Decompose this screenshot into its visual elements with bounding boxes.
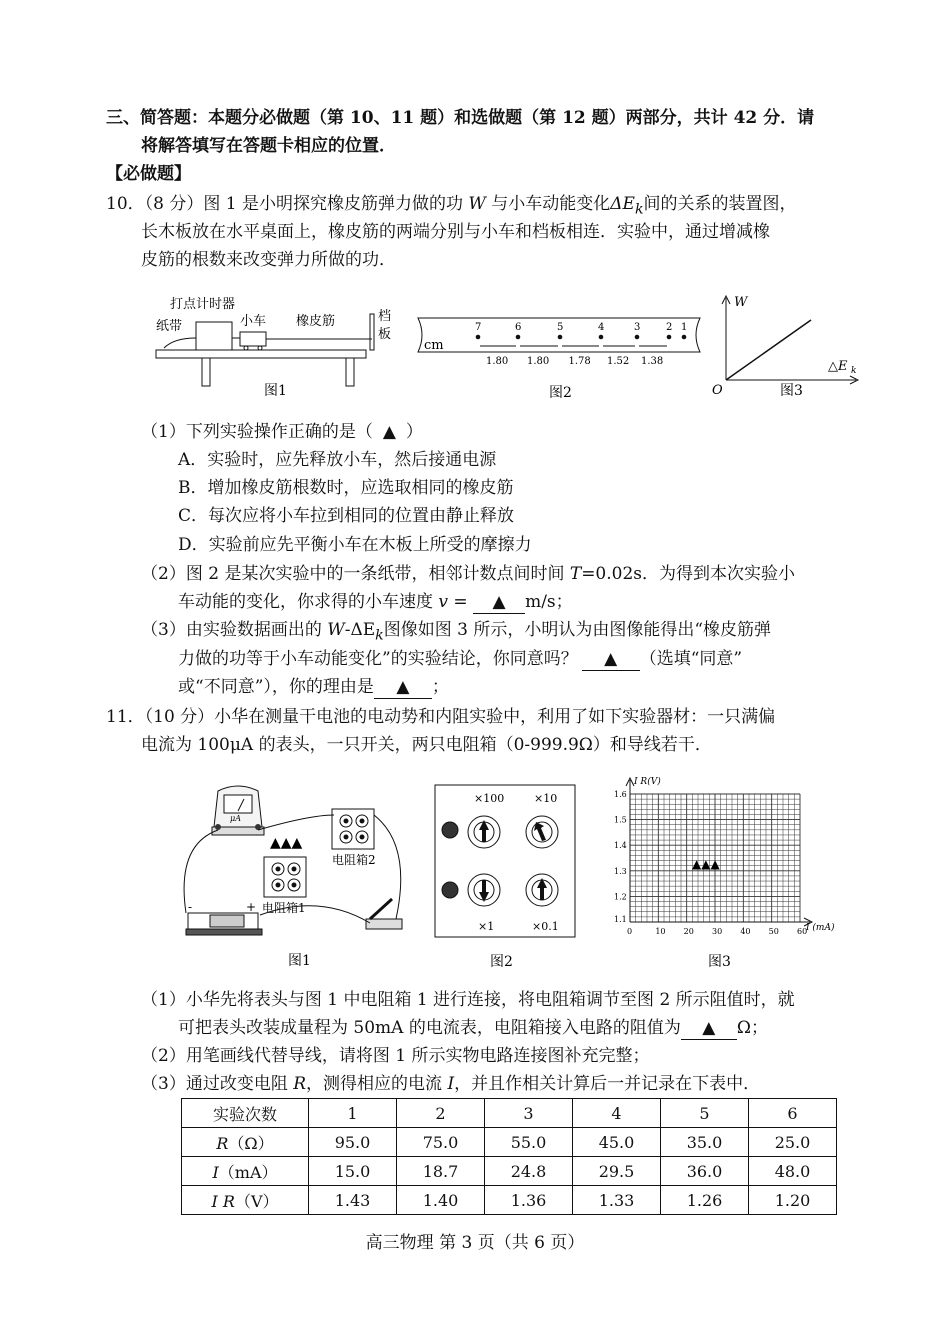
row-label: I（mA）: [182, 1157, 309, 1186]
table-row: [182, 1128, 837, 1157]
q10-part2-line1: （2）图 2 是某次实验中的一条纸带，相邻计数点间时间 T=0.02s．为得到本次实验小: [141, 564, 796, 584]
q10-number: 10．: [106, 194, 145, 214]
dial-x100-label: ×100: [474, 792, 505, 805]
tape-dot: [635, 335, 640, 340]
tape-dot: [516, 335, 521, 340]
table-header-cell: 6: [749, 1099, 837, 1128]
answer-blank: ▲: [374, 676, 432, 699]
svg-text:k: k: [851, 366, 857, 376]
x-tick-label: 50: [768, 927, 779, 936]
q11-part1-line1: （1）小华先将表头与图 1 中电阻箱 1 进行连接，将电阻箱调节至图 2 所示阻值时，就: [141, 990, 795, 1010]
y-tick-label: 1.3: [614, 866, 627, 876]
dial-x01: [526, 874, 558, 906]
figure2-caption: 图2: [549, 385, 572, 401]
q11-figure1: [170, 775, 420, 975]
q10-stem-line1: 10．（8 分）图 1 是小明探究橡皮筋弹力做的功 W 与小车动能变化$\Delta E_k$间的关系的装置图，: [106, 194, 797, 218]
figure1-caption: 图1: [264, 383, 287, 399]
long-board: [156, 350, 366, 358]
tape-gap-label: 1.52: [607, 356, 630, 367]
paper-tape: [164, 338, 196, 348]
table-cell: 35.0: [661, 1128, 749, 1157]
tape-unit: cm: [424, 338, 444, 353]
resistance-box-2: [332, 809, 374, 849]
q10-figure2: [412, 310, 707, 402]
y-tick-label: 1.2: [614, 892, 627, 902]
table-leg: [346, 358, 354, 386]
dial-x1: [468, 874, 500, 906]
data-table: [181, 1098, 837, 1215]
tape-dot: [682, 335, 687, 340]
answer-blank: ▲: [473, 591, 525, 614]
tape-dot: [558, 335, 563, 340]
q11-figure2: [432, 782, 578, 974]
q10-part3-line2: 力做的功等于小车动能变化”的实验结论，你同意吗？ ▲ （选填“同意”: [178, 649, 743, 669]
answer-marks: ▲▲▲: [692, 857, 720, 871]
table-header-cell: 5: [661, 1099, 749, 1128]
figure1-caption: 图1: [288, 953, 311, 969]
table-cell: 95.0: [309, 1128, 397, 1157]
q10-stem-line2: 长木板放在水平桌面上，橡皮筋的两端分别与小车和档板相连．实验中，通过增减橡: [141, 222, 770, 242]
table-cell: 25.0: [749, 1128, 837, 1157]
dial-x10: [526, 816, 558, 848]
q10-figure1: [150, 292, 400, 404]
table-cell: 24.8: [485, 1157, 573, 1186]
q11-stem-line2: 电流为 100μA 的表头，一只开关，两只电阻箱（0-999.9Ω）和导线若干．: [141, 735, 712, 755]
q11-part1-line2: 可把表头改装成量程为 50mA 的电流表，电阻箱接入电路的阻值为 ▲ Ω；: [178, 1018, 768, 1038]
table-header-cell: 3: [485, 1099, 573, 1128]
band-label: 橡皮筋: [296, 314, 336, 329]
x-tick-label: 60: [797, 927, 808, 936]
svg-text:-: -: [188, 900, 193, 914]
table-cell: 1.40: [397, 1186, 485, 1215]
graph-grid: [626, 778, 812, 926]
tape-gap-label: 1.80: [527, 356, 550, 367]
cart: [240, 332, 266, 346]
table-cell: 1.43: [309, 1186, 397, 1215]
row-label: I R（V）: [182, 1186, 309, 1215]
table-header-cell: 4: [573, 1099, 661, 1128]
origin-label: O: [712, 383, 723, 398]
q10-part1: （1）下列实验操作正确的是（ ▲ ）: [141, 422, 423, 442]
x-tick-label: 40: [740, 927, 751, 936]
tape-point-label: 4: [598, 322, 605, 333]
svg-text:档: 档: [378, 309, 392, 324]
svg-text:板: 板: [378, 327, 392, 342]
tape-point-label: 2: [666, 322, 673, 333]
table-cell: 1.26: [661, 1186, 749, 1215]
table-cell: 29.5: [573, 1157, 661, 1186]
tape-gap-label: 1.80: [486, 356, 509, 367]
q11-figure3: [610, 772, 842, 974]
tape-dot: [599, 335, 604, 340]
q11-number: 11．: [106, 707, 145, 727]
table-cell: 45.0: [573, 1128, 661, 1157]
y-tick-label: 1.5: [614, 815, 627, 825]
terminal: [442, 882, 458, 898]
table-cell: 18.7: [397, 1157, 485, 1186]
terminal: [442, 822, 458, 838]
switch: [366, 919, 402, 929]
table-header-row: [182, 1099, 837, 1128]
table-cell: 75.0: [397, 1128, 485, 1157]
dial-x10-label: ×10: [534, 792, 558, 805]
cart-label: 小车: [240, 314, 267, 329]
table-cell: 1.33: [573, 1186, 661, 1215]
table-row: [182, 1186, 837, 1215]
answer-marks: ▲▲▲: [270, 835, 303, 851]
tape-label: 纸带: [156, 319, 183, 334]
figure2-caption: 图2: [490, 954, 513, 970]
required-label: 【必做题】: [106, 164, 191, 184]
timer: [196, 322, 232, 350]
table-cell: 1.36: [485, 1186, 573, 1215]
option-b: B．增加橡皮筋根数时，应选取相同的橡皮筋: [178, 478, 514, 498]
table-header-cell: 2: [397, 1099, 485, 1128]
page-footer: 高三物理 第 3 页（共 6 页）: [365, 1233, 585, 1253]
q10-part3-line1: （3）由实验数据画出的 $W-\Delta E_k$图像如图 3 所示，小明认为由图像能得出“橡皮筋弹: [141, 620, 772, 644]
resistance-box-1: [264, 857, 306, 897]
tape-dot: [476, 335, 481, 340]
option-d: D．实验前应先平衡小车在木板上所受的摩擦力: [178, 535, 532, 555]
q11-part2: （2）用笔画线代替导线，请将图 1 所示实物电路连接图补充完整；: [141, 1046, 650, 1066]
row-label: R（Ω）: [182, 1128, 309, 1157]
box1-label: 电阻箱1: [262, 901, 306, 915]
q10-figure3: [706, 292, 866, 404]
tape-point-label: 5: [557, 322, 564, 333]
box2-label: 电阻箱2: [332, 853, 376, 867]
tape-gap-label: 1.38: [641, 356, 664, 367]
table-header-cell: 1: [309, 1099, 397, 1128]
table-cell: 15.0: [309, 1157, 397, 1186]
y-axis-label: I R(V): [634, 777, 661, 787]
meter-unit: μA: [230, 814, 241, 823]
tape-dot: [667, 335, 672, 340]
x-label: △E: [828, 359, 848, 374]
section-heading-cont: 将解答填写在答题卡相应的位置．: [141, 136, 396, 156]
x-tick-label: 20: [683, 927, 694, 936]
figure3-caption: 图3: [780, 383, 803, 399]
x-axis-label: I (mA): [806, 923, 835, 933]
q11-stem-line1: 11．（10 分）小华在测量干电池的电动势和内阻实验中，利用了如下实验器材：一只满偏: [106, 707, 776, 727]
svg-text:+: +: [246, 900, 257, 914]
q10-stem-line3: 皮筋的根数来改变弹力所做的功．: [141, 250, 396, 270]
figure3-caption: 图3: [708, 954, 731, 970]
dial-x100: [468, 816, 500, 848]
section-heading: 三、简答题：本题分必做题（第 10、11 题）和选做题（第 12 题）两部分，共计 42 分．请: [106, 108, 815, 128]
tape-point-label: 1: [681, 322, 688, 333]
y-tick-label: 1.1: [614, 915, 627, 924]
table-header-cell: 实验次数: [182, 1099, 309, 1128]
answer-blank: ▲: [582, 648, 640, 671]
table-leg: [202, 358, 210, 386]
dial-x01-label: ×0.1: [532, 920, 559, 933]
tape-point-label: 7: [475, 322, 482, 333]
tape-point-label: 6: [515, 322, 522, 333]
table-cell: 36.0: [661, 1157, 749, 1186]
x-tick-label: 10: [655, 927, 666, 936]
table-cell: 48.0: [749, 1157, 837, 1186]
y-tick-label: 1.4: [614, 841, 627, 851]
stop-board: [370, 314, 374, 350]
x-tick-label: 0: [627, 927, 633, 936]
table-cell: 1.20: [749, 1186, 837, 1215]
y-tick-label: 1.6: [614, 790, 627, 799]
q10-part2-line2: 车动能的变化，你求得的小车速度 v = ▲ m/s；: [178, 592, 573, 612]
q10-part3-line3: 或“不同意”），你的理由是 ▲ ；: [178, 677, 449, 697]
answer-blank: ▲: [681, 1017, 737, 1040]
x-tick-label: 30: [712, 927, 723, 936]
timer-label: 打点计时器: [170, 297, 236, 312]
y-label: W: [734, 295, 748, 310]
table-cell: 55.0: [485, 1128, 573, 1157]
tape-point-label: 3: [634, 322, 641, 333]
dial-x1-label: ×1: [478, 920, 495, 933]
graph-line: [726, 320, 811, 380]
table-row: [182, 1157, 837, 1186]
answer-mark: ▲: [382, 422, 396, 442]
tape-gap-label: 1.78: [568, 356, 591, 367]
q11-part3: （3）通过改变电阻 R，测得相应的电流 I，并且作相关计算后一并记录在下表中．: [141, 1074, 761, 1094]
graph-axes: [626, 778, 812, 926]
dial-panel: [435, 785, 575, 937]
option-c: C．每次应将小车拉到相同的位置由静止释放: [178, 506, 515, 526]
option-a: A．实验时，应先释放小车，然后接通电源: [178, 450, 497, 470]
